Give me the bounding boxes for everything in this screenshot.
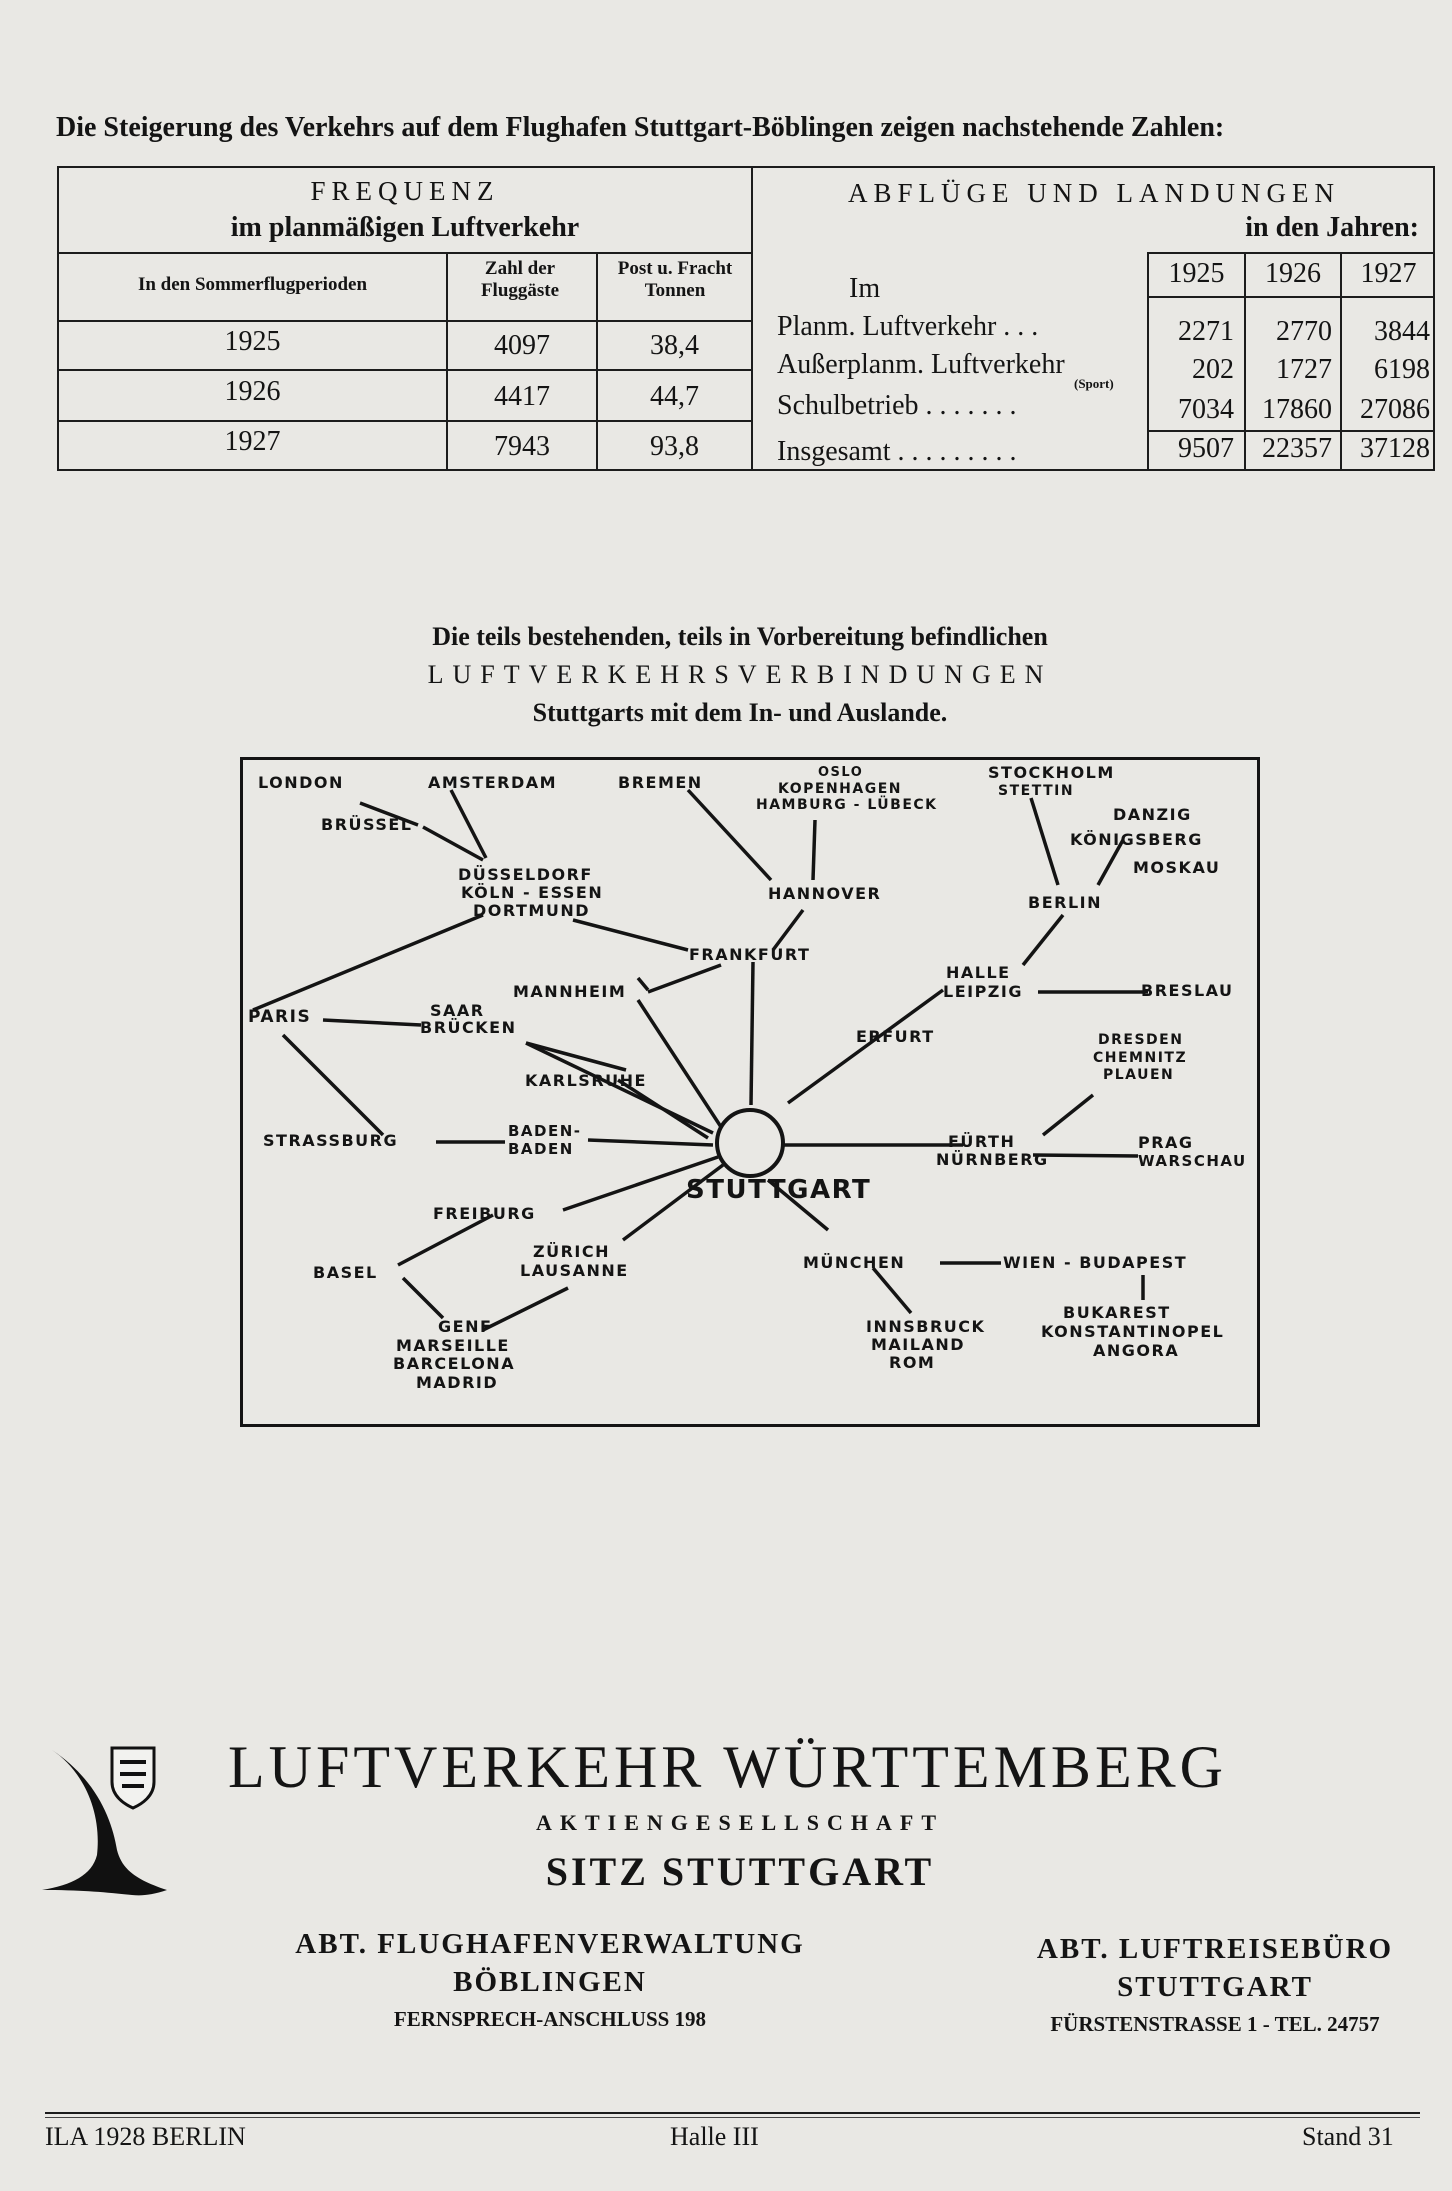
city-plauen: PLAUEN [1103, 1067, 1175, 1083]
city-kopenhagen: KOPENHAGEN [778, 781, 902, 797]
city-moskau: MOSKAU [1133, 858, 1221, 877]
company-type: AKTIENGESELLSCHAFT [535, 1810, 945, 1835]
table-rule [1147, 430, 1433, 432]
route-hamburg-hannover [813, 820, 815, 880]
city-mannheim: MANNHEIM [513, 982, 627, 1001]
department-airport [200, 1925, 900, 2037]
city-hannover: HANNOVER [768, 884, 882, 903]
table-rule [59, 420, 751, 422]
row-freight: 93,8 [650, 431, 699, 462]
table-rule [59, 369, 751, 371]
route-paris-saar [323, 1020, 421, 1025]
table-rule [1147, 296, 1433, 298]
city-strassburg: STRASSBURG [263, 1131, 399, 1150]
route-munchen-innsbruck [873, 1268, 911, 1313]
city-paris: PARIS [248, 1007, 312, 1027]
statistics-table [57, 166, 1435, 471]
route-map [240, 757, 1260, 1427]
city-madrid: MADRID [416, 1373, 499, 1392]
route-basel-genf [403, 1278, 443, 1318]
abflug-value: 3844 [1374, 316, 1430, 347]
route-mannheim-frankfurt-2 [648, 965, 721, 992]
city-rom: ROM [889, 1353, 936, 1372]
footer-exhibition: ILA 1928 BERLIN [45, 2122, 246, 2151]
abflug-value: 2770 [1276, 316, 1332, 347]
dept-contact: FERNSPRECH-ANSCHLUSS 198 [393, 2007, 707, 2031]
city-mailand: MAILAND [871, 1335, 966, 1354]
city-prag: PRAG [1138, 1133, 1194, 1152]
abflug-value: 37128 [1360, 433, 1430, 464]
city-dortmund: DORTMUND [473, 901, 590, 920]
city-baden-2: BADEN [508, 1140, 574, 1158]
table-rule [59, 320, 751, 322]
city-stuttgart: STUTTGART [686, 1175, 872, 1205]
abflug-value: 7034 [1178, 394, 1234, 425]
city-freiburg: FREIBURG [433, 1204, 536, 1223]
city-oslo: OSLO [818, 765, 864, 780]
city-amsterdam: AMSTERDAM [428, 773, 558, 792]
city-baden: BADEN- [508, 1122, 582, 1140]
route-lines [253, 790, 1148, 1330]
city-angora: ANGORA [1093, 1341, 1180, 1360]
dept-location: STUTTGART [1117, 1971, 1313, 2003]
city-innsbruck: INNSBRUCK [866, 1317, 986, 1336]
dept-name: ABT. LUFTREISEBÜRO [1036, 1933, 1394, 1965]
col-passengers-header: Zahl der Fluggäste [480, 258, 560, 301]
im-label: Im [849, 273, 881, 304]
company-logo [42, 1740, 172, 1905]
row-passengers: 4417 [494, 381, 550, 412]
frequenz-subtitle: im planmäßigen Luftverkehr [230, 212, 580, 243]
city-berlin: BERLIN [1028, 893, 1102, 912]
route-paris-strassburg [283, 1035, 383, 1135]
intro-text: Die Steigerung des Verkehrs auf dem Flughafen Stuttgart-Böblingen zeigen nachstehende Zahlen: [56, 112, 1225, 143]
route-lausanne-genf [483, 1288, 568, 1330]
route-baden-stuttgart [588, 1140, 713, 1145]
route-frankfurt-stuttgart [751, 962, 753, 1105]
map-caption-line1: Die teils bestehenden, teils in Vorbereitung befindlichen [432, 622, 1048, 651]
row-year: 1926 [224, 376, 281, 407]
frequenz-title: FREQUENZ [310, 176, 500, 206]
city-konstantinopel: KONSTANTINOPEL [1041, 1322, 1225, 1341]
city-warschau: WARSCHAU [1138, 1152, 1247, 1170]
company-name: LUFTVERKEHR WÜRTTEMBERG [228, 1734, 1227, 1800]
stuttgart-hub [717, 1110, 783, 1176]
city-hamburg: HAMBURG - LÜBECK [756, 797, 938, 813]
city-saar: SAAR [430, 1001, 485, 1020]
city-wien: WIEN - BUDAPEST [1003, 1253, 1188, 1272]
table-divider [751, 168, 753, 469]
city-marseille: MARSEILLE [396, 1336, 510, 1355]
row-passengers: 4097 [494, 330, 550, 361]
row-freight: 44,7 [650, 381, 699, 412]
abflug-value: 1727 [1276, 354, 1332, 385]
city-nurnberg: NÜRNBERG [936, 1150, 1049, 1169]
city-danzig: DANZIG [1113, 805, 1192, 824]
route-map-drawing [243, 760, 1257, 1424]
map-caption-line2: LUFTVERKEHRSVERBINDUNGEN [427, 660, 1053, 689]
city-genf: GENF [438, 1317, 493, 1336]
city-breslau: BRESLAU [1141, 981, 1234, 1000]
table-rule [59, 252, 751, 254]
table-rule [1147, 252, 1433, 254]
year-header: 1926 [1265, 258, 1321, 289]
year-header: 1925 [1168, 258, 1225, 289]
year-header: 1927 [1360, 258, 1417, 289]
city-brussel: BRÜSSEL [321, 815, 413, 834]
col-period-header: In den Sommerflugperioden [137, 274, 368, 295]
city-konigsberg: KÖNIGSBERG [1070, 830, 1203, 849]
city-dusseldorf: DÜSSELDORF [458, 865, 593, 884]
city-bremen: BREMEN [618, 773, 703, 792]
city-brucken: BRÜCKEN [420, 1018, 517, 1037]
abflug-row-note: (Sport) [1074, 376, 1114, 391]
abflug-row-label: Insgesamt . . . . . . . . . [777, 436, 1017, 467]
city-karlsruhe: KARLSRUHE [525, 1071, 647, 1090]
route-berlin-halle [1023, 915, 1063, 965]
abflug-value: 2271 [1178, 316, 1234, 347]
row-year: 1927 [224, 426, 281, 457]
route-nurnberg-prag [1033, 1155, 1138, 1156]
footer-rule [45, 2117, 1420, 2118]
footer-rule [45, 2112, 1420, 2114]
route-dortmund-paris [253, 915, 483, 1010]
city-bukarest: BUKAREST [1063, 1303, 1171, 1322]
city-chemnitz: CHEMNITZ [1093, 1050, 1188, 1066]
route-nurnberg-dresden [1043, 1095, 1093, 1135]
col-freight-header: Post u. Fracht Tonnen [617, 258, 733, 301]
abflug-value: 17860 [1262, 394, 1332, 425]
swallow-crest-icon [42, 1740, 172, 1900]
city-dresden: DRESDEN [1098, 1032, 1184, 1048]
route-dortmund-frankfurt [573, 920, 688, 950]
dept-name: ABT. FLUGHAFENVERWALTUNG [295, 1928, 805, 1960]
route-hannover-frankfurt [773, 910, 803, 950]
abflug-row-label: Planm. Luftverkehr . . . [777, 311, 1039, 342]
dept-location: BÖBLINGEN [453, 1966, 647, 1998]
map-caption [300, 618, 1180, 732]
abflug-value: 22357 [1262, 433, 1332, 464]
city-halle: HALLE [946, 963, 1011, 982]
abflug-value: 27086 [1360, 394, 1430, 425]
city-basel: BASEL [313, 1263, 378, 1282]
abflug-value: 6198 [1374, 354, 1430, 385]
dept-contact: FÜRSTENSTRASSE 1 - TEL. 24757 [1050, 2012, 1380, 2036]
city-london: LONDON [258, 773, 344, 792]
route-amsterdam-dusseldorf [451, 790, 486, 858]
footer-stand: Stand 31 [1302, 2122, 1394, 2151]
route-mannheim-stuttgart [638, 1000, 723, 1130]
row-freight: 38,4 [650, 330, 699, 361]
city-furth: FÜRTH [948, 1132, 1016, 1151]
city-munchen: MÜNCHEN [803, 1253, 906, 1272]
city-lausanne: LAUSANNE [520, 1261, 629, 1280]
city-frankfurt: FRANKFURT [689, 945, 811, 964]
row-year: 1925 [224, 326, 281, 357]
map-caption-line3: Stuttgarts mit dem In- und Auslande. [532, 698, 948, 727]
abflug-value: 202 [1192, 354, 1234, 385]
city-koln: KÖLN - ESSEN [461, 883, 604, 902]
city-zurich: ZÜRICH [533, 1242, 610, 1261]
footer-hall: Halle III [670, 2122, 759, 2151]
city-leipzig: LEIPZIG [943, 982, 1023, 1001]
row-passengers: 7943 [494, 431, 550, 462]
route-stettin-berlin [1031, 798, 1058, 885]
city-erfurt: ERFURT [856, 1027, 935, 1046]
abflug-value: 9507 [1178, 433, 1234, 464]
company-seat: SITZ STUTTGART [545, 1849, 935, 1894]
department-travel-office [990, 1930, 1440, 2042]
abflug-subtitle: in den Jahren: [1245, 212, 1419, 243]
abflug-row-label: Außerplanm. Luftverkehr [777, 349, 1065, 380]
route-mannheim-frankfurt [638, 978, 648, 990]
route-leipzig-stuttgart [788, 990, 943, 1103]
abflug-title: ABFLÜGE UND LANDUNGEN [848, 178, 1340, 208]
city-barcelona: BARCELONA [393, 1354, 516, 1373]
city-stettin: STETTIN [998, 783, 1075, 799]
abflug-row-label: Schulbetrieb . . . . . . . [777, 390, 1017, 421]
city-stockholm: STOCKHOLM [988, 763, 1115, 782]
